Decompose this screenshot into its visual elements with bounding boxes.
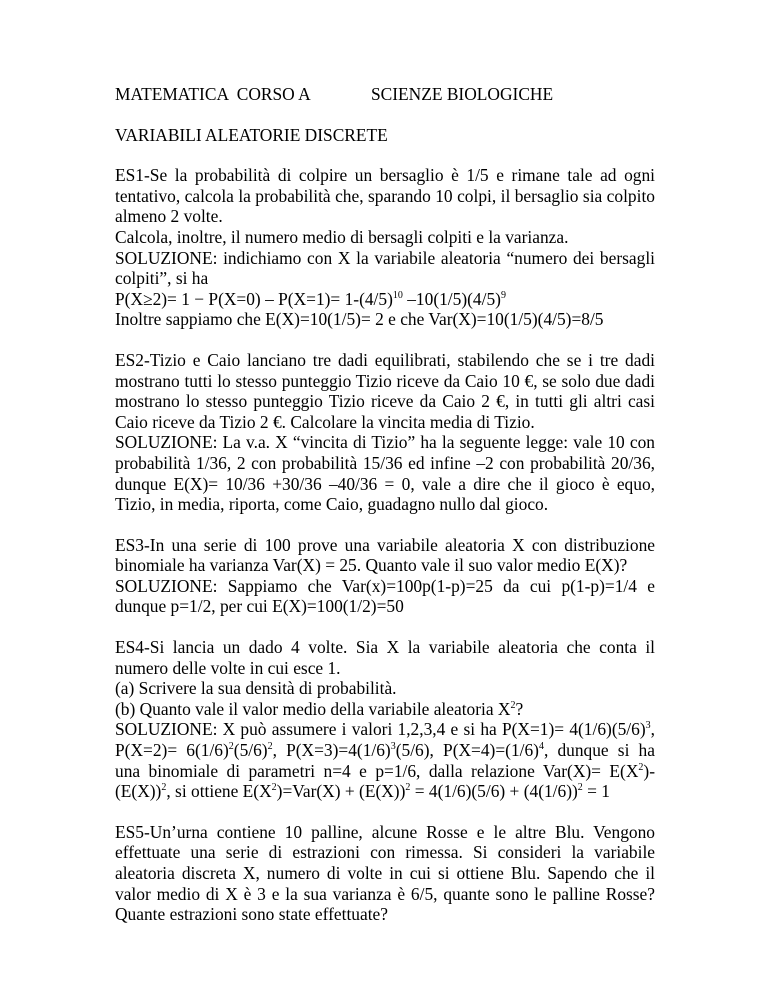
document-page	[115, 84, 655, 925]
exercise-4	[115, 637, 655, 802]
faculty-title: SCIENZE BIOLOGICHE	[371, 84, 554, 104]
es1-formula: $P(X\ge 2)= 1 - P(X=0) - P(X=1)= 1-(4/5)^{10}$ $-10(1/5)(4/5)^9$	[115, 288, 506, 309]
document-header	[115, 84, 655, 105]
es2-solution: SOLUZIONE: La v.a. X “vincita di Tizio” ha la seguente legge: vale 10 con probabilità 1/36, 2 con probabilità 15/36 ed infine –2 con probabilità 20/36, dunque E(X)= 10/36 +30/36 –40/36 = 0, vale a dire che il gioco è equo, Tizio, in media, riporta, come Caio, guadagno nullo dal gioco.	[115, 432, 655, 515]
course-title: MATEMATICA CORSO A	[115, 84, 311, 104]
es1-question-2: Calcola, inoltre, il numero medio di bersagli colpiti e la varianza.	[115, 226, 569, 247]
section-title: VARIABILI ALEATORIE DISCRETE	[115, 124, 388, 145]
es4-item-a: (a) Scrivere la sua densità di probabilità.	[115, 678, 397, 699]
es3-solution: SOLUZIONE: Sappiamo che Var(x)=100p(1-p)=25 da cui p(1-p)=1/4 e dunque p=1/2, per cui E(X)=100(1/2)=50	[115, 575, 655, 617]
exercise-2	[115, 350, 655, 515]
es4-item-b: (b) Quanto vale il valor medio della variabile aleatoria $X^2$?	[115, 698, 524, 719]
exercise-3	[115, 535, 655, 617]
es1-solution: SOLUZIONE: indichiamo con X la variabile aleatoria “numero dei bersagli colpiti”, si ha	[115, 247, 655, 289]
es4-solution: SOLUZIONE: X può assumere i valori 1,2,3,4 e si ha $P(X=1)= 4(1/6)(5/6)^3$, $P(X=2)= 6(1/6)^2(5/6)^2$, $P(X=3)=4(1/6)^3(5/6)$, $P(X=4)=(1/6)^4$, dunque si ha una binomiale di parametri n=4 e p=1/6, dalla relazione $Var(X)= E(X^2)-(E(X))^2$, si ottiene $E(X^2)=Var(X) + (E(X))^2 = 4(1/6)(5/6) + (4(1/6))^2 = 1$	[115, 719, 655, 802]
es4-text: ES4-Si lancia un dado 4 volte. Sia X la variabile aleatoria che conta il numero delle volte in cui esce 1.	[115, 637, 655, 678]
exercise-1	[115, 165, 655, 330]
es2-text: ES2-Tizio e Caio lanciano tre dadi equilibrati, stabilendo che se i tre dadi mostrano tutti lo stesso punteggio Tizio riceve da Caio 10 €, se solo due dadi mostrano lo stesso punteggio Tizio riceve da Caio 2 €, in tutti gli altri casi Caio riceve da Tizio 2 €. Calcolare la vincita media di Tizio.	[115, 349, 655, 432]
es1-result: Inoltre sappiamo che E(X)=10(1/5)= 2 e che Var(X)=10(1/5)(4/5)=8/5	[115, 309, 604, 330]
es1-question: ES1-Se la probabilità di colpire un bersaglio è 1/5 e rimane tale ad ogni tentativo, calcola la probabilità che, sparando 10 colpi, il bersaglio sia colpito almeno 2 volte.	[115, 165, 655, 227]
exercise-5	[115, 822, 655, 925]
es5-text: ES5-Un’urna contiene 10 palline, alcune Rosse e le altre Blu. Vengono effettuate una serie di estrazioni con rimessa. Si consideri la variabile aleatoria discreta X, numero di volte in cui si ottiene Blu. Sapendo che il valor medio di X è 3 e la sua varianza è 6/5, quante sono le palline Rosse? Quante estrazioni sono state effettuate?	[115, 821, 655, 925]
es3-text: ES3-In una serie di 100 prove una variabile aleatoria X con distribuzione binomiale ha varianza Var(X) = 25. Quanto vale il suo valor medio E(X)?	[115, 534, 655, 576]
